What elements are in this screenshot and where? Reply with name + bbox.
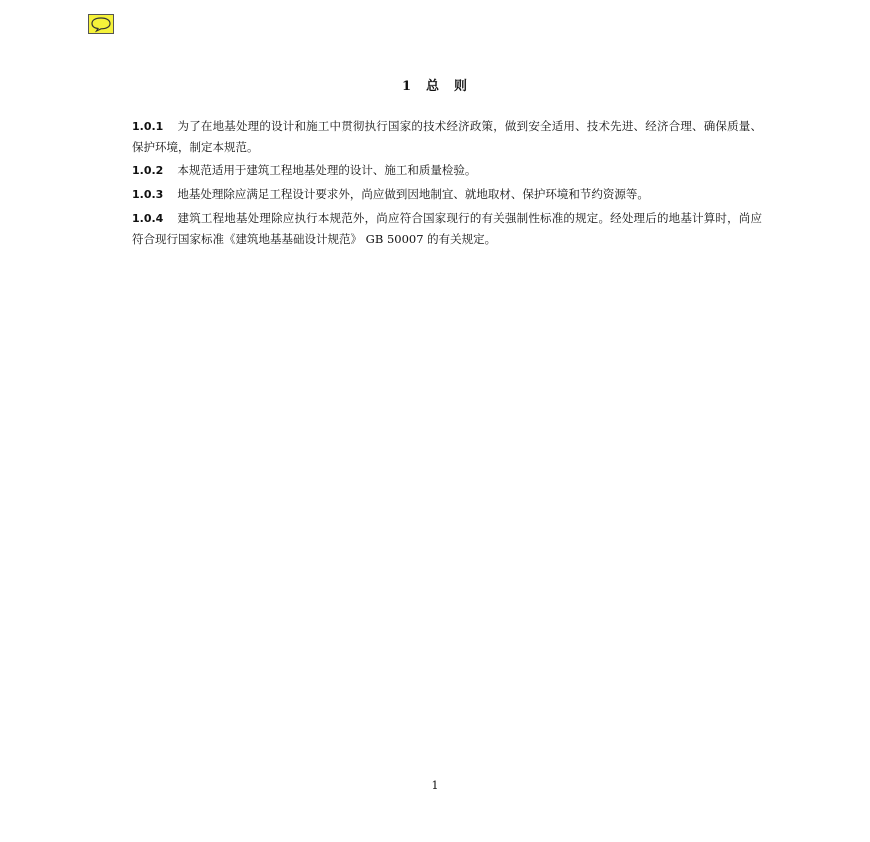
clause-text: 建筑工程地基处理除应执行本规范外，尚应符合国家现行的有关强制性标准的规定。经处理后的地基计算时，尚应符合现行国家标准《建筑地基基础设计规范》 GB 50007 的有关规定。 xyxy=(132,211,762,246)
chapter-heading xyxy=(0,75,870,94)
chapter-number: 1 xyxy=(401,79,412,94)
page-number: 1 xyxy=(431,779,439,792)
clause-1-0-3 xyxy=(132,184,762,205)
chapter-title-part-2: 则 xyxy=(454,79,469,94)
comment-icon[interactable] xyxy=(88,14,114,34)
clause-text: 为了在地基处理的设计和施工中贯彻执行国家的技术经济政策，做到安全适用、技术先进、经济合理、确保质量、保护环境，制定本规范。 xyxy=(132,119,762,154)
clause-1-0-1 xyxy=(132,116,762,157)
clause-number: 1.0.1 xyxy=(132,120,164,133)
clause-1-0-2 xyxy=(132,160,762,181)
clause-number: 1.0.2 xyxy=(132,164,164,177)
clause-list xyxy=(132,116,762,252)
clause-text: 本规范适用于建筑工程地基处理的设计、施工和质量检验。 xyxy=(177,163,477,177)
clause-text: 地基处理除应满足工程设计要求外，尚应做到因地制宜、就地取材、保护环境和节约资源等。 xyxy=(177,187,649,201)
clause-1-0-4 xyxy=(132,208,762,249)
clause-number: 1.0.4 xyxy=(132,212,164,225)
chapter-title-part-1: 总 xyxy=(426,79,441,94)
clause-number: 1.0.3 xyxy=(132,188,164,201)
